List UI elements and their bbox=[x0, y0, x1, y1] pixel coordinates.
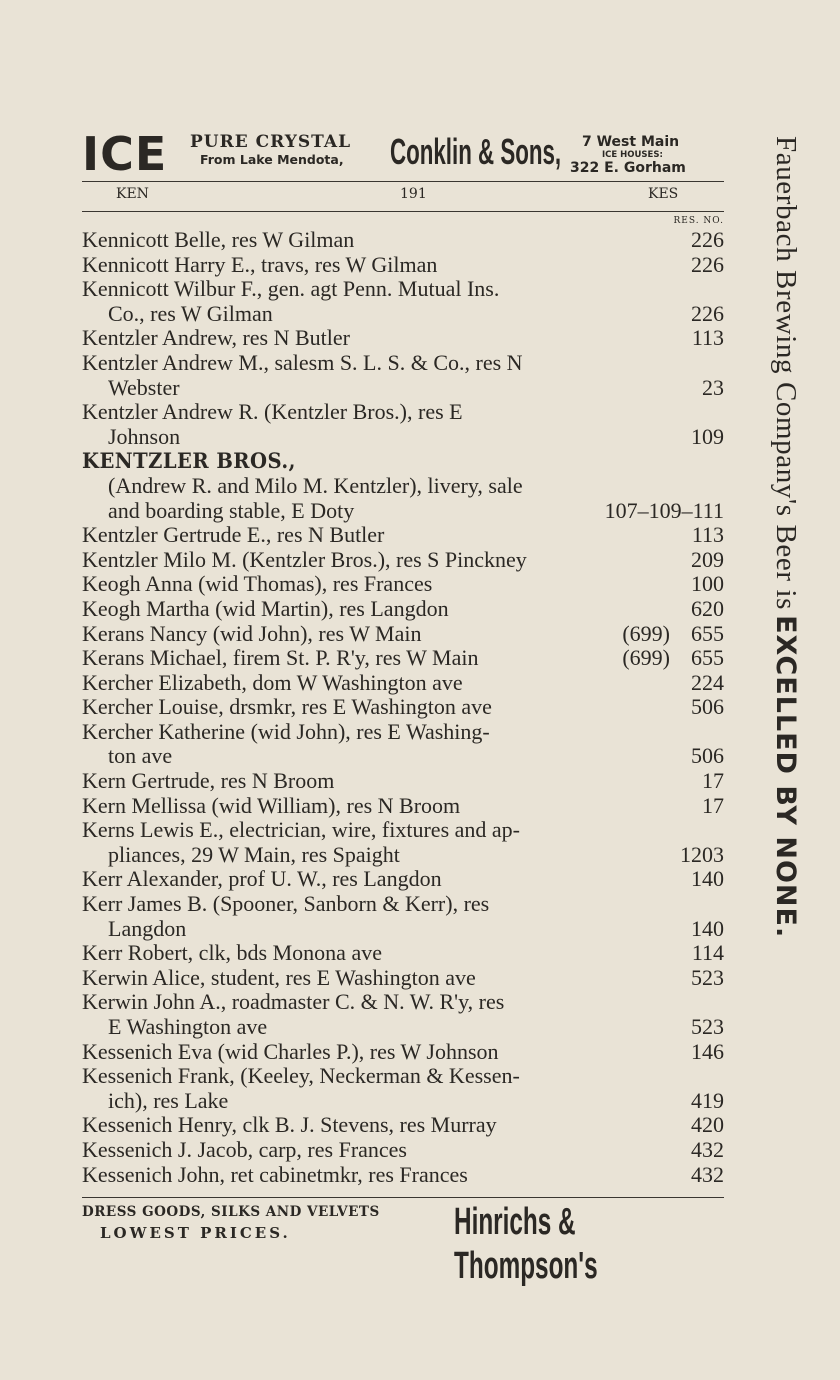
listing-entry bbox=[82, 794, 724, 819]
listing-continuation bbox=[82, 376, 724, 401]
listing-number: 209 bbox=[691, 546, 724, 572]
listing-entry bbox=[82, 326, 724, 351]
listing-number: 17 bbox=[702, 792, 724, 818]
listing-entry bbox=[82, 622, 724, 647]
listing-text: ich), res Lake bbox=[108, 1087, 229, 1113]
listing-text: (Andrew R. and Milo M. Kentzler), livery, sale bbox=[108, 472, 523, 498]
ad-from-lake: From Lake Mendota, bbox=[200, 152, 344, 167]
listing-number: 226 bbox=[691, 251, 724, 277]
listing-continuation bbox=[82, 1015, 724, 1040]
listing-text: Co., res W Gilman bbox=[108, 300, 273, 326]
listing-entry bbox=[82, 671, 724, 696]
listing-phone: (699) bbox=[622, 620, 670, 646]
guide-rule bbox=[82, 211, 724, 212]
listing-continuation bbox=[82, 499, 724, 524]
side-advertisement bbox=[716, 88, 802, 1198]
listing-text: Kessenich Henry, clk B. J. Stevens, res Murray bbox=[82, 1112, 497, 1138]
listing-number: 100 bbox=[691, 571, 724, 597]
listing-text: Kerns Lewis E., electrician, wire, fixtures and ap- bbox=[82, 817, 520, 843]
ad-ice-title: ICE bbox=[82, 127, 168, 181]
listing-number: 655 bbox=[691, 620, 724, 646]
listing-text: Kentzler Andrew, res N Butler bbox=[82, 325, 350, 351]
listing-number: 23 bbox=[702, 374, 724, 400]
listing-text: Kessenich Frank, (Keeley, Neckerman & Kessen- bbox=[82, 1063, 520, 1089]
listing-text: Kennicott Harry E., travs, res W Gilman bbox=[82, 251, 438, 277]
listing-entry bbox=[82, 1163, 724, 1188]
ad-address-2: 322 E. Gorham bbox=[570, 160, 686, 176]
listing-number: 432 bbox=[691, 1161, 724, 1187]
listing-text: KENTZLER BROS., bbox=[82, 448, 296, 474]
listing-number: 226 bbox=[691, 227, 724, 252]
listing-phone: (699) bbox=[622, 645, 670, 671]
page-guide bbox=[82, 186, 724, 208]
ad-ice-houses-label: ICE HOUSES: bbox=[602, 150, 663, 160]
listing-text: and boarding stable, E Doty bbox=[108, 497, 355, 523]
listing-entry bbox=[82, 1040, 724, 1065]
listing-number: 109 bbox=[691, 423, 724, 449]
page-number: 191 bbox=[400, 186, 427, 202]
side-ad-text: Fauerbach Brewing Company's Beer is bbox=[770, 136, 802, 611]
listing-entry bbox=[82, 941, 724, 966]
listing-text: Langdon bbox=[108, 915, 187, 941]
listing-entry bbox=[82, 400, 724, 425]
listing-entry bbox=[82, 523, 724, 548]
listing-text: Kern Mellissa (wid William), res N Broom bbox=[82, 792, 461, 818]
listing-text: Webster bbox=[108, 374, 180, 400]
listing-number: 113 bbox=[691, 325, 724, 351]
listing-text: Kercher Katherine (wid John), res E Washing- bbox=[82, 718, 490, 744]
listing-entry bbox=[82, 769, 724, 794]
listing-text: Kern Gertrude, res N Broom bbox=[82, 768, 335, 794]
listing-text: Kennicott Wilbur F., gen. agt Penn. Mutual Ins. bbox=[82, 276, 500, 302]
listing-text: pliances, 29 W Main, res Spaight bbox=[108, 841, 400, 867]
listing-entry bbox=[82, 253, 724, 278]
business-heading bbox=[82, 449, 724, 474]
listing-text: Kennicott Belle, res W Gilman bbox=[82, 227, 355, 252]
footer-rule bbox=[82, 1197, 724, 1198]
listing-number: 419 bbox=[691, 1087, 724, 1113]
ad-pure-crystal: PURE CRYSTAL bbox=[190, 132, 352, 152]
listing-number: 114 bbox=[691, 940, 724, 966]
listing-entry bbox=[82, 818, 724, 843]
listing-entry bbox=[82, 990, 724, 1015]
listing-entry bbox=[82, 966, 724, 991]
ad-dress-goods: DRESS GOODS, SILKS AND VELVETS bbox=[82, 1204, 380, 1220]
listing-text: Kerr Alexander, prof U. W., res Langdon bbox=[82, 866, 442, 892]
listing-text: Kerr Robert, clk, bds Monona ave bbox=[82, 940, 382, 966]
ad-hinrichs-thompson: Hinrichs & Thompson's bbox=[454, 1201, 598, 1287]
listing-number: 17 bbox=[702, 768, 724, 794]
res-no-column-label: RES. NO. bbox=[673, 216, 724, 226]
listing-number: 140 bbox=[691, 866, 724, 892]
listing-entry bbox=[82, 1113, 724, 1138]
listing-text: Kerwin Alice, student, res E Washington ave bbox=[82, 964, 476, 990]
listing-number: 655 bbox=[691, 645, 724, 671]
listing-continuation bbox=[82, 843, 724, 868]
listing-number: 107–109–111 bbox=[604, 497, 724, 523]
listing-text: Kercher Elizabeth, dom W Washington ave bbox=[82, 669, 463, 695]
listing-entry bbox=[82, 867, 724, 892]
listing-number: 506 bbox=[691, 743, 724, 769]
listing-entry bbox=[82, 277, 724, 302]
listing-text: Kessenich John, ret cabinetmkr, res Frances bbox=[82, 1161, 468, 1187]
listing-continuation bbox=[82, 744, 724, 769]
directory-listings bbox=[82, 228, 724, 1187]
listing-text: Kerr James B. (Spooner, Sanborn & Kerr), res bbox=[82, 891, 490, 917]
listing-number: 113 bbox=[691, 522, 724, 548]
listing-number: 146 bbox=[691, 1038, 724, 1064]
listing-number: 523 bbox=[691, 964, 724, 990]
listing-text: Kercher Louise, drsmkr, res E Washington ave bbox=[82, 694, 492, 720]
listing-text: E Washington ave bbox=[108, 1014, 268, 1039]
ad-lowest-prices: LOWEST PRICES. bbox=[100, 1224, 291, 1242]
footer-advertisement bbox=[82, 1200, 724, 1287]
listing-number: 523 bbox=[691, 1014, 724, 1039]
listing-number: 140 bbox=[691, 915, 724, 941]
guide-right: KES bbox=[648, 186, 679, 202]
listing-entry bbox=[82, 1138, 724, 1163]
listing-entry bbox=[82, 646, 724, 671]
listing-entry bbox=[82, 597, 724, 622]
listing-text: Keogh Anna (wid Thomas), res Frances bbox=[82, 571, 433, 597]
listing-entry bbox=[82, 695, 724, 720]
listing-number: 226 bbox=[691, 300, 724, 326]
listing-text: Kessenich Eva (wid Charles P.), res W Johnson bbox=[82, 1038, 499, 1064]
listing-number: 620 bbox=[691, 595, 724, 621]
listing-continuation bbox=[82, 1089, 724, 1114]
listing-number: 432 bbox=[691, 1136, 724, 1162]
listing-entry bbox=[82, 892, 724, 917]
listing-entry bbox=[82, 351, 724, 376]
listing-text: Kerans Michael, firem St. P. R'y, res W Main bbox=[82, 645, 479, 671]
listing-entry bbox=[82, 548, 724, 573]
listing-entry bbox=[82, 720, 724, 745]
listing-entry bbox=[82, 1064, 724, 1089]
listing-continuation bbox=[82, 302, 724, 327]
listing-number: 1203 bbox=[680, 841, 724, 867]
listing-text: Kentzler Andrew M., salesm S. L. S. & Co., res N bbox=[82, 349, 523, 375]
ad-company-name: Conklin & Sons, bbox=[390, 131, 562, 172]
listing-continuation bbox=[82, 917, 724, 942]
guide-left: KEN bbox=[116, 186, 149, 202]
side-ad-emphasis: EXCELLED BY NONE. bbox=[770, 615, 801, 939]
ad-address: 7 West Main bbox=[582, 134, 680, 150]
listing-number: 506 bbox=[691, 694, 724, 720]
listing-text: Kentzler Andrew R. (Kentzler Bros.), res E bbox=[82, 399, 463, 425]
listing-entry bbox=[82, 228, 724, 253]
listing-number: 420 bbox=[691, 1112, 724, 1138]
listing-text: Kentzler Gertrude E., res N Butler bbox=[82, 522, 385, 548]
listing-text: ton ave bbox=[108, 743, 173, 769]
header-rule bbox=[82, 181, 724, 182]
listing-entry bbox=[82, 572, 724, 597]
listing-text: Kerwin John A., roadmaster C. & N. W. R'y, res bbox=[82, 989, 505, 1015]
listing-number: 224 bbox=[691, 669, 724, 695]
listing-text: Kentzler Milo M. (Kentzler Bros.), res S Pinckney bbox=[82, 546, 527, 572]
listing-text: Keogh Martha (wid Martin), res Langdon bbox=[82, 595, 449, 621]
listing-text: Johnson bbox=[108, 423, 181, 449]
listing-continuation bbox=[82, 425, 724, 450]
listing-text: Kerans Nancy (wid John), res W Main bbox=[82, 620, 422, 646]
listing-continuation bbox=[82, 474, 724, 499]
header-advertisement bbox=[82, 128, 724, 180]
listing-text: Kessenich J. Jacob, carp, res Frances bbox=[82, 1136, 407, 1162]
